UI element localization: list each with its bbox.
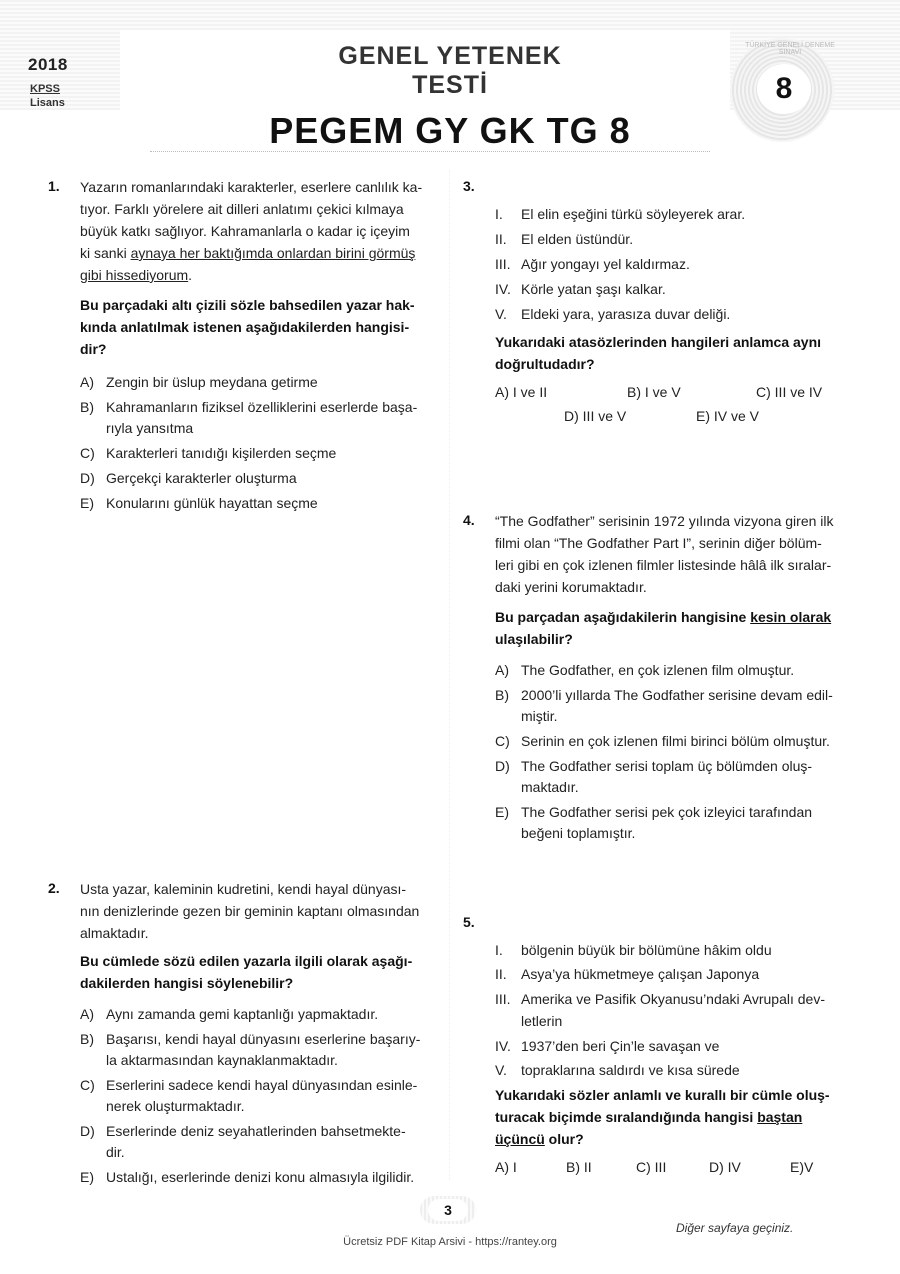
statement-item: II. Asya’ya hükmetmeye çalışan Japonya [495,966,760,982]
passage-line: leri gibi en çok izlenen filmler listesinde hâlâ ilk sıralar- [495,557,832,573]
question-5 [495,938,840,1150]
question-stem: Bu cümlede sözü edilen yazarla ilgili olarak aşağı- [80,953,413,969]
answer-option[interactable]: C) Serinin en çok izlenen filmi birinci bölüm olmuştur. [495,733,830,749]
question-stem: dir? [80,341,107,357]
answer-option-d[interactable]: D) III ve V [564,408,627,424]
exam-label [30,82,65,110]
statement-item: V. topraklarına saldırdı ve kısa sürede [495,1062,740,1078]
question-stem: Yukarıdaki sözler anlamlı ve kurallı bir cümle oluş- [495,1087,830,1103]
statement-item: V. Eldeki yara, yarasıza duvar deliği. [495,306,731,322]
answer-option-b[interactable]: B) II [566,1159,592,1175]
passage-line: daki yerini korumaktadır. [495,579,647,595]
exam-year: 2018 [28,55,68,74]
passage-line [80,264,425,286]
page-title: PEGEM GY GK TG 8 [269,110,631,151]
question-2 [80,878,425,1188]
question-stem: üçüncü olur? [495,1131,584,1147]
statement-item: III. Ağır yongayı yel kaldırmaz. [495,256,690,272]
answer-option[interactable]: A) Aynı zamanda gemi kaptanlığı yapmaktadır. [80,1006,379,1022]
question-stem: ulaşılabilir? [495,631,573,647]
answer-option-e[interactable]: E) IV ve V [696,408,760,424]
statement-item: I. El elin eşeğini türkü söyleyerek arar. [495,206,746,222]
underlined-phrase: aynaya her baktığımda onlardan birini görmüş [130,245,416,261]
underlined-phrase: gibi hissediyorum [80,267,189,283]
question-number: 4. [463,512,475,528]
exam-name: KPSS [30,83,60,95]
next-page-note: Diğer sayfaya geçiniz. [676,1221,794,1235]
badge-number: 8 [757,64,811,114]
answer-option[interactable]: C) Eserlerini sadece kendi hayal dünyasından esinle- nerek oluşturmaktadır. [80,1077,418,1114]
statement-item: I. bölgenin büyük bir bölümüne hâkim oldu [495,942,772,958]
answer-option[interactable]: A) The Godfather, en çok izlenen film olmuştur. [495,662,795,678]
answer-option[interactable]: A) Zengin bir üslup meydana getirme [80,374,318,390]
answer-option[interactable]: D) Eserlerinde deniz seyahatlerinden bahsetmekte- dir. [80,1123,406,1160]
question-1 [80,176,425,514]
underlined-phrase: üçüncü [495,1131,545,1147]
question-stem: kında anlatılmak istenen aşağıdakilerden hangisi- [80,319,410,335]
answer-option[interactable]: B) Kahramanların fiziksel özelliklerini eserlerde başa- rıyla yansıtma [80,399,418,436]
question-stem: turacak biçimde sıralandığında hangisi baştan [495,1109,803,1125]
column-divider [449,170,450,1180]
passage-line: tıyor. Farklı yörelere ait dilleri anlatımı çekici kılmaya [80,201,404,217]
answer-option-c[interactable]: C) III [636,1159,667,1175]
passage-line: almaktadır. [80,925,149,941]
answer-option[interactable]: D) Gerçekçi karakterler oluşturma [80,470,297,486]
answer-option-b[interactable]: B) I ve V [627,384,681,400]
question-number: 5. [463,914,475,930]
statement-item: IV. Körle yatan şaşı kalkar. [495,281,666,297]
exam-level: Lisans [30,97,65,109]
question-stem: Bu parçadaki altı çizili sözle bahsedilen yazar hak- [80,297,415,313]
statement-item: IV. 1937’den beri Çin’le savaşan ve [495,1038,720,1054]
passage-text: ki sanki [80,245,131,261]
passage-text: . [188,267,193,283]
passage-line: nın denizlerinde gezen bir geminin kaptanı olmasından [80,903,420,919]
underlined-phrase: baştan [757,1109,803,1125]
question-3 [495,202,840,375]
answer-option[interactable]: E) Ustalığı, eserlerinde denizi konu almasıyla ilgilidir. [80,1169,415,1185]
answer-option-c[interactable]: C) III ve IV [756,384,823,400]
question-stem: Yukarıdaki atasözlerinden hangileri anlamca aynı [495,334,822,350]
title-underline [150,151,710,152]
passage-line [80,242,425,264]
answer-option[interactable]: B) Başarısı, kendi hayal dünyasını eserlerine başarıy- la aktarmasından kaynaklanmaktadır. [80,1031,421,1068]
question-stem: doğrultudadır? [495,356,595,372]
question-number: 3. [463,178,475,194]
statement-item: II. El elden üstündür. [495,231,634,247]
passage-line: “The Godfather” serisinin 1972 yılında vizyona giren ilk [495,513,834,529]
question-stem: Bu parçadan aşağıdakilerin hangisine kesin olarak [495,609,832,625]
statement-item: III. Amerika ve Pasifik Okyanusu’ndaki Avrupalı dev- letlerin [495,991,825,1029]
page-number: 3 [428,1199,468,1221]
answer-option-a[interactable]: A) I ve II [495,384,548,400]
footer-source: Ücretsiz PDF Kitap Arsivi - https://rantey.org [343,1236,557,1248]
question-stem: dakilerden hangisi söylenebilir? [80,975,294,991]
question-number: 2. [48,880,60,896]
answer-option-a[interactable]: A) I [495,1159,517,1175]
underlined-phrase: kesin olarak [750,609,832,625]
answer-option[interactable]: B) 2000’li yıllarda The Godfather serisine devam edil- miştir. [495,687,833,724]
answer-option[interactable]: C) Karakterleri tanıdığı kişilerden seçme [80,445,337,461]
question-number: 1. [48,178,60,194]
test-title: GENEL YETENEK TESTİ [338,42,562,99]
question-4 [495,510,840,844]
answer-option-d[interactable]: D) IV [709,1159,741,1175]
passage-line: büyük katkı sağlıyor. Kahramanlarla o kadar iç içeyim [80,223,410,239]
badge-ring-text: TÜRKİYE GENELİ DENEME SINAVI [745,42,835,56]
passage-line: Yazarın romanlarındaki karakterler, eserlere canlılık ka- [80,179,423,195]
passage-line: filmi olan “The Godfather Part I”, serinin diğer bölüm- [495,535,822,551]
answer-option[interactable]: E) Konularını günlük hayattan seçme [80,495,318,511]
answer-option[interactable]: E) The Godfather serisi pek çok izleyici tarafından beğeni toplamıştır. [495,804,813,841]
answer-option[interactable]: D) The Godfather serisi toplam üç bölümden oluş- maktadır. [495,758,813,795]
answer-option-e[interactable]: E)V [790,1159,814,1175]
passage-line: Usta yazar, kaleminin kudretini, kendi hayal dünyası- [80,881,407,897]
